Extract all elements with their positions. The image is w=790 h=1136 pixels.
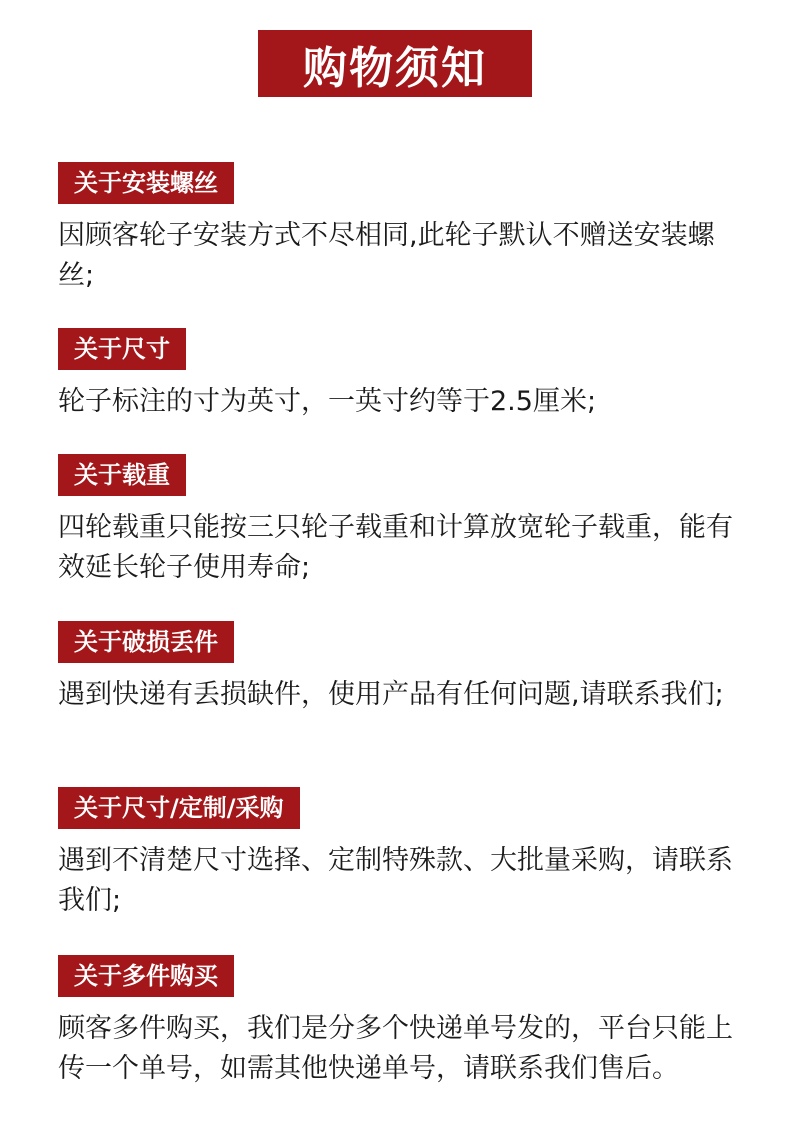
section-heading: 关于多件购买 (58, 955, 234, 997)
section-text: 遇到不清楚尺寸选择、定制特殊款、大批量采购，请联系我们; (58, 845, 733, 916)
section-multi-purchase (58, 955, 748, 1089)
section-load (58, 454, 748, 588)
section-heading: 关于尺寸/定制/采购 (58, 787, 300, 829)
page-title: 购物须知 (258, 30, 532, 97)
section-text: 轮子标注的寸为英寸，一英寸约等于2.5厘米; (58, 386, 597, 417)
section-heading: 关于尺寸 (58, 328, 186, 370)
section-text: 遇到快递有丢损缺件，使用产品有任何问题,请联系我们; (58, 679, 724, 710)
section-size-custom-purchase (58, 787, 748, 921)
section-heading: 关于破损丢件 (58, 621, 234, 663)
section-install-screws (58, 162, 748, 296)
section-heading: 关于载重 (58, 454, 186, 496)
section-heading: 关于安装螺丝 (58, 162, 234, 204)
section-text: 顾客多件购买，我们是分多个快递单号发的，平台只能上传一个单号，如需其他快递单号，请联系我们售后。 (58, 1013, 733, 1084)
section-damage-loss (58, 621, 748, 715)
section-size (58, 328, 748, 422)
section-text: 因顾客轮子安装方式不尽相同,此轮子默认不赠送安装螺丝; (58, 220, 715, 291)
section-text: 四轮载重只能按三只轮子载重和计算放宽轮子载重，能有效延长轮子使用寿命; (58, 512, 733, 583)
